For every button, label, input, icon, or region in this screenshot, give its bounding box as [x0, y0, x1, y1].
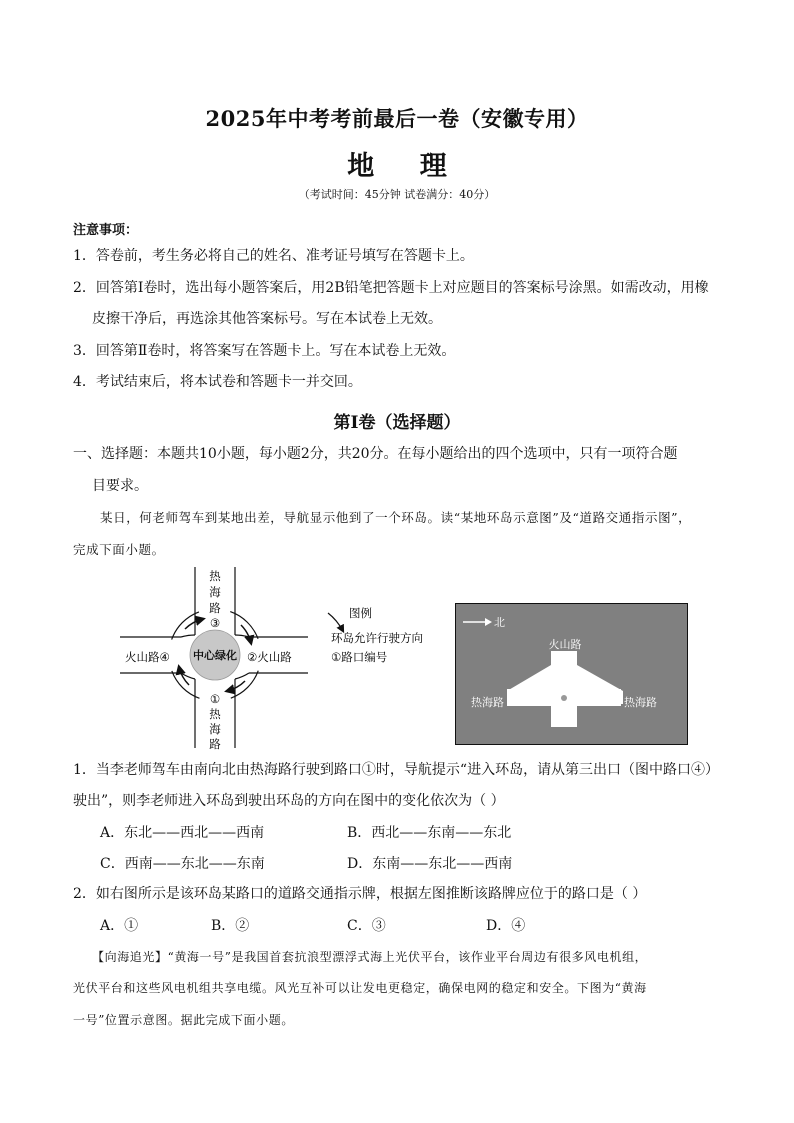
notice-item-3: 3．回答第Ⅱ卷时，将答案写在答题卡上。写在本试卷上无效。 [73, 343, 456, 359]
q2-option-a[interactable]: A．① [100, 918, 139, 934]
section-title: 第Ⅰ卷（选择题） [333, 413, 461, 433]
story1-line1: 某日，何老师驾车到某地出差，导航显示他到了一个环岛。读“某地环岛示意图”及“道路交通指示图”， [100, 510, 692, 525]
q1-option-d[interactable]: D．东南——东北——西南 [347, 856, 513, 872]
q2-option-d[interactable]: D．④ [486, 918, 526, 934]
road-left-label: 火山路④ [125, 650, 170, 664]
roundabout-map [115, 565, 445, 750]
junction-center-dot [561, 695, 567, 701]
road-top-char-2: 海 [209, 585, 221, 599]
q2-stem: 2．如右图所示是该环岛某路口的道路交通指示牌，根据左图推断该路牌应位于的路口是（ ） [73, 886, 647, 902]
center-label: 中心绿化 [193, 649, 237, 662]
legend-title: 图例 [349, 606, 372, 620]
notice-item-2-cont: 皮擦干净后，再选涂其他答案标号。写在本试卷上无效。 [92, 311, 442, 327]
section-instruction: 一、选择题：本题共10小题，每小题2分，共20分。在每小题给出的四个选项中，只有一项符合题 [73, 446, 678, 462]
q1-option-c[interactable]: C．西南——东北——东南 [100, 856, 265, 872]
q1-option-b[interactable]: B．西北——东南——东北 [347, 825, 512, 841]
junction-1-label: ① [209, 692, 221, 706]
notice-item-1: 1．答卷前，考生务必将自己的姓名、准考证号填写在答题卡上。 [73, 248, 474, 264]
q2-option-c[interactable]: C．③ [347, 918, 386, 934]
notice-item-2: 2．回答第Ⅰ卷时，选出每小题答案后，用2B铅笔把答题卡上对应题目的答案标号涂黑。如需改动，用橡 [73, 280, 709, 296]
road-bottom-char-2: 海 [209, 722, 221, 736]
legend-arrow-label: 环岛允许行驶方向 [331, 631, 423, 645]
legend-number-label: ①路口编号 [331, 650, 388, 664]
exam-meta: （考试时间：45分钟 试卷满分：40分） [298, 188, 496, 201]
junction-3-label: ③ [209, 616, 221, 630]
sign-right-road: 热海路 [624, 696, 657, 709]
notice-title: 注意事项： [73, 223, 139, 238]
story1-line2: 完成下面小题。 [73, 542, 165, 557]
sign-left-road: 热海路 [471, 696, 504, 709]
north-label: 北 [494, 616, 505, 629]
q1-stem: 1．当李老师驾车由南向北由热海路行驶到路口①时，导航提示“进入环岛，请从第三出口（图中路口④） [73, 762, 720, 778]
story2-line1: 【向海追光】“黄海一号”是我国首套抗浪型漂浮式海上光伏平台，该作业平台周边有很多风电机组， [92, 950, 648, 964]
story2-line2: 光伏平台和这些风电机组共享电缆。风光互补可以让发电更稳定，确保电网的稳定和安全。下图为“黄海 [73, 981, 647, 995]
traffic-sign [455, 603, 688, 745]
road-bottom-char-3: 路 [209, 737, 221, 750]
q2-option-b[interactable]: B．② [211, 918, 250, 934]
q1-stem-cont: 驶出”，则李老师进入环岛到驶出环岛的方向在图中的变化依次为（ ） [73, 793, 505, 809]
sign-top-road: 火山路 [548, 638, 582, 651]
q1-option-a[interactable]: A．东北——西北——西南 [100, 825, 265, 841]
paper-title: 2025年中考考前最后一卷（安徽专用） [205, 106, 589, 131]
road-right-label: ②火山路 [247, 650, 292, 664]
story2-line3: 一号”位置示意图。据此完成下面小题。 [73, 1013, 294, 1027]
road-top-char-1: 热 [209, 569, 221, 583]
legend-arrow-icon [328, 613, 343, 631]
road-bottom-char-1: 热 [209, 707, 221, 721]
notice-item-4: 4．考试结束后，将本试卷和答题卡一并交回。 [73, 374, 362, 390]
subject-title: 地 理 [347, 151, 465, 182]
road-top-char-3: 路 [209, 601, 221, 615]
section-instruction-cont: 目要求。 [92, 478, 148, 494]
